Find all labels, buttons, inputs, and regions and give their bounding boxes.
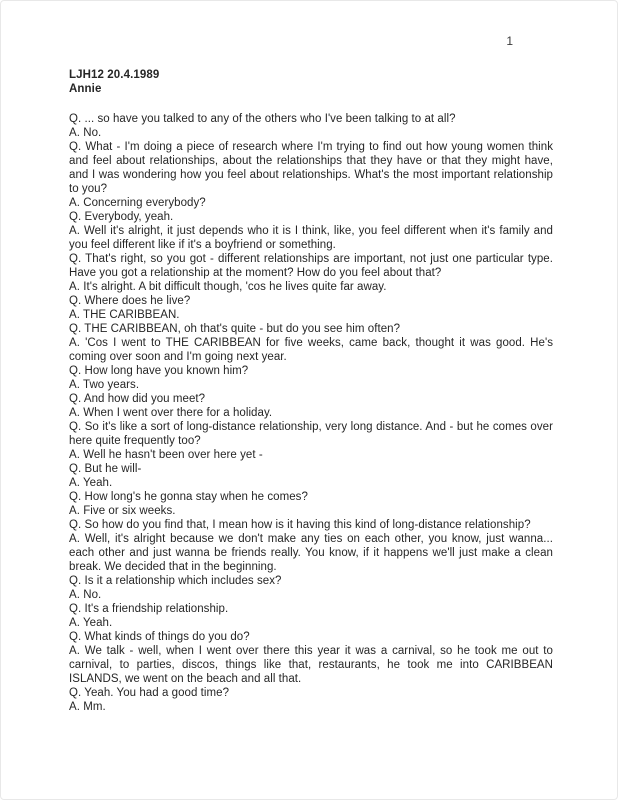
transcript-paragraph: A. THE CARIBBEAN. [69,309,180,321]
document-header [69,68,159,96]
transcript-paragraph: A. We talk - well, when I went over there this year it was a carnival, so he took me out to carnival, to parties, discos, things like that, restaurants, he took me into CARIBBEAN ISLANDS, we went on the beach and all that. [69,645,553,685]
page-number: 1 [506,34,513,48]
transcript-paragraph: Q. Where does he live? [69,295,191,307]
transcript-paragraph: A. Well he hasn't been over here yet - [69,449,263,461]
transcript-paragraph: A. Two years. [69,379,140,391]
transcript-paragraph: Q. What - I'm doing a piece of research where I'm trying to find out how young women think and feel about relationships, about the relationships that they have or that they might have, and I was wondering how you feel about relationships. What's the most important relationship to you? [69,141,553,195]
transcript-paragraph: Q. So how do you find that, I mean how is it having this kind of long-distance relationship? [69,519,531,531]
transcript-paragraph: Q. That's right, so you got - different relationships are important, not just one particular type. Have you got a relationship at the moment? How do you feel about that? [69,253,553,279]
transcript-paragraph: Q. Everybody, yeah. [69,211,174,223]
transcript-paragraph: A. No. [69,127,102,139]
transcript-paragraph: Q. THE CARIBBEAN, oh that's quite - but do you see him often? [69,323,401,335]
transcript-paragraph: A. When I went over there for a holiday. [69,407,273,419]
transcript-paragraph: Q. How long have you known him? [69,365,249,377]
transcript [69,112,553,714]
transcript-paragraph: Q. Is it a relationship which includes sex? [69,575,282,587]
transcript-paragraph: Q. What kinds of things do you do? [69,631,250,643]
transcript-paragraph: A. Well, it's alright because we don't make any ties on each other, you know, just wanna... each other and just wanna be friends really. You know, if it happens we'll just make a clean break. We decided that in the beginning. [69,533,553,573]
transcript-paragraph: A. Well it's alright, it just depends who it is I think, like, you feel different when it's family and you feel different like if it's a boyfriend or something. [69,225,553,251]
transcript-paragraph: Q. So it's like a sort of long-distance relationship, very long distance. And - but he comes over here quite frequently too? [69,421,553,447]
transcript-paragraph: A. Five or six weeks. [69,505,176,517]
interviewee-name: Annie [69,83,102,95]
transcript-paragraph: A. It's alright. A bit difficult though, 'cos he lives quite far away. [69,281,387,293]
document-id: LJH12 20.4.1989 [69,69,160,81]
transcript-paragraph: A. Yeah. [69,617,113,629]
transcript-paragraph: A. No. [69,589,102,601]
transcript-paragraph: Q. But he will- [69,463,142,475]
transcript-paragraph: A. 'Cos I went to THE CARIBBEAN for five weeks, came back, thought it was good. He's coming over soon and I'm going next year. [69,337,553,363]
transcript-paragraph: A. Mm. [69,701,106,713]
transcript-paragraph: Q. ... so have you talked to any of the others who I've been talking to at all? [69,113,456,125]
transcript-paragraph: Q. How long's he gonna stay when he comes? [69,491,308,503]
transcript-paragraph: A. Concerning everybody? [69,197,206,209]
transcript-paragraph: Q. It's a friendship relationship. [69,603,229,615]
transcript-paragraph: Q. Yeah. You had a good time? [69,687,230,699]
transcript-paragraph: A. Yeah. [69,477,113,489]
transcript-paragraph: Q. And how did you meet? [69,393,206,405]
